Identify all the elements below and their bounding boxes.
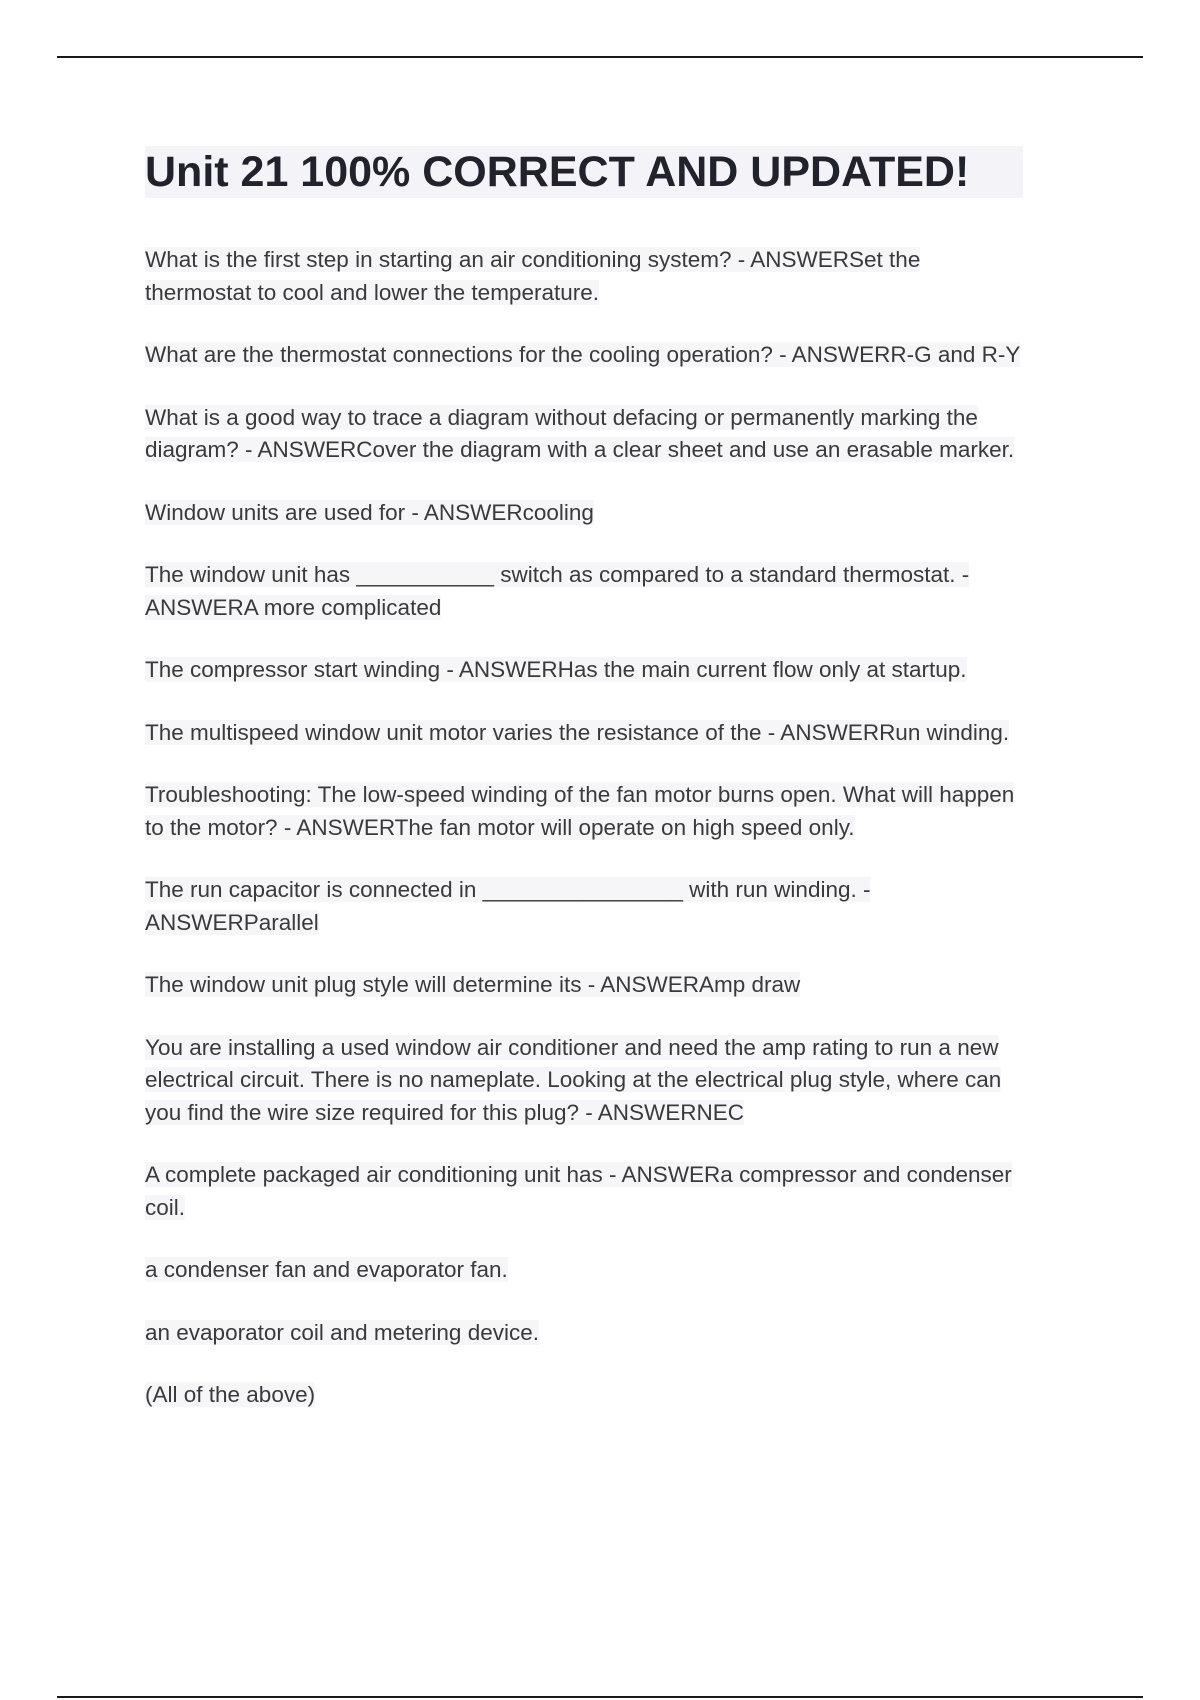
- qa-item: The window unit has ___________ switch as compared to a standard thermostat. - ANSWERA more complicated: [145, 562, 970, 620]
- footer-rule: [57, 1696, 1143, 1698]
- qa-item: Window units are used for - ANSWERcooling: [145, 499, 594, 525]
- qa-item: What is a good way to trace a diagram without defacing or permanently marking the diagram? - ANSWERCover the diagram with a clear sheet and use an erasable marker.: [145, 404, 1015, 462]
- qa-option: (All of the above): [145, 1382, 316, 1407]
- qa-item: The run capacitor is connected in ________________ with run winding. - ANSWERParallel: [145, 877, 871, 935]
- qa-item: The window unit plug style will determine its - ANSWERAmp draw: [145, 972, 801, 997]
- qa-item: The compressor start winding - ANSWERHas the main current flow only at startup.: [145, 657, 967, 682]
- qa-item: A complete packaged air conditioning unit has - ANSWERa compressor and condenser coil.: [145, 1162, 1012, 1220]
- header-rule: [57, 56, 1143, 58]
- qa-option: a condenser fan and evaporator fan.: [145, 1257, 508, 1282]
- document-body: [145, 146, 1090, 1442]
- qa-item: The multispeed window unit motor varies the resistance of the - ANSWERRun winding.: [145, 719, 1010, 745]
- qa-option: an evaporator coil and metering device.: [145, 1319, 539, 1345]
- qa-item: What is the first step in starting an air conditioning system? - ANSWERSet the thermostat to cool and lower the temperature.: [145, 247, 921, 305]
- qa-item: You are installing a used window air conditioner and need the amp rating to run a new electrical circuit. There is no nameplate. Looking at the electrical plug style, where can you find the wire size required for this plug? - ANSWERNEC: [145, 1034, 1002, 1125]
- qa-item: What are the thermostat connections for the cooling operation? - ANSWERR-G and R-Y: [145, 342, 1021, 367]
- qa-item: Troubleshooting: The low-speed winding of the fan motor burns open. What will happen to the motor? - ANSWERThe fan motor will operate on high speed only.: [145, 782, 1015, 840]
- document-title: Unit 21 100% CORRECT AND UPDATED!: [145, 146, 1023, 198]
